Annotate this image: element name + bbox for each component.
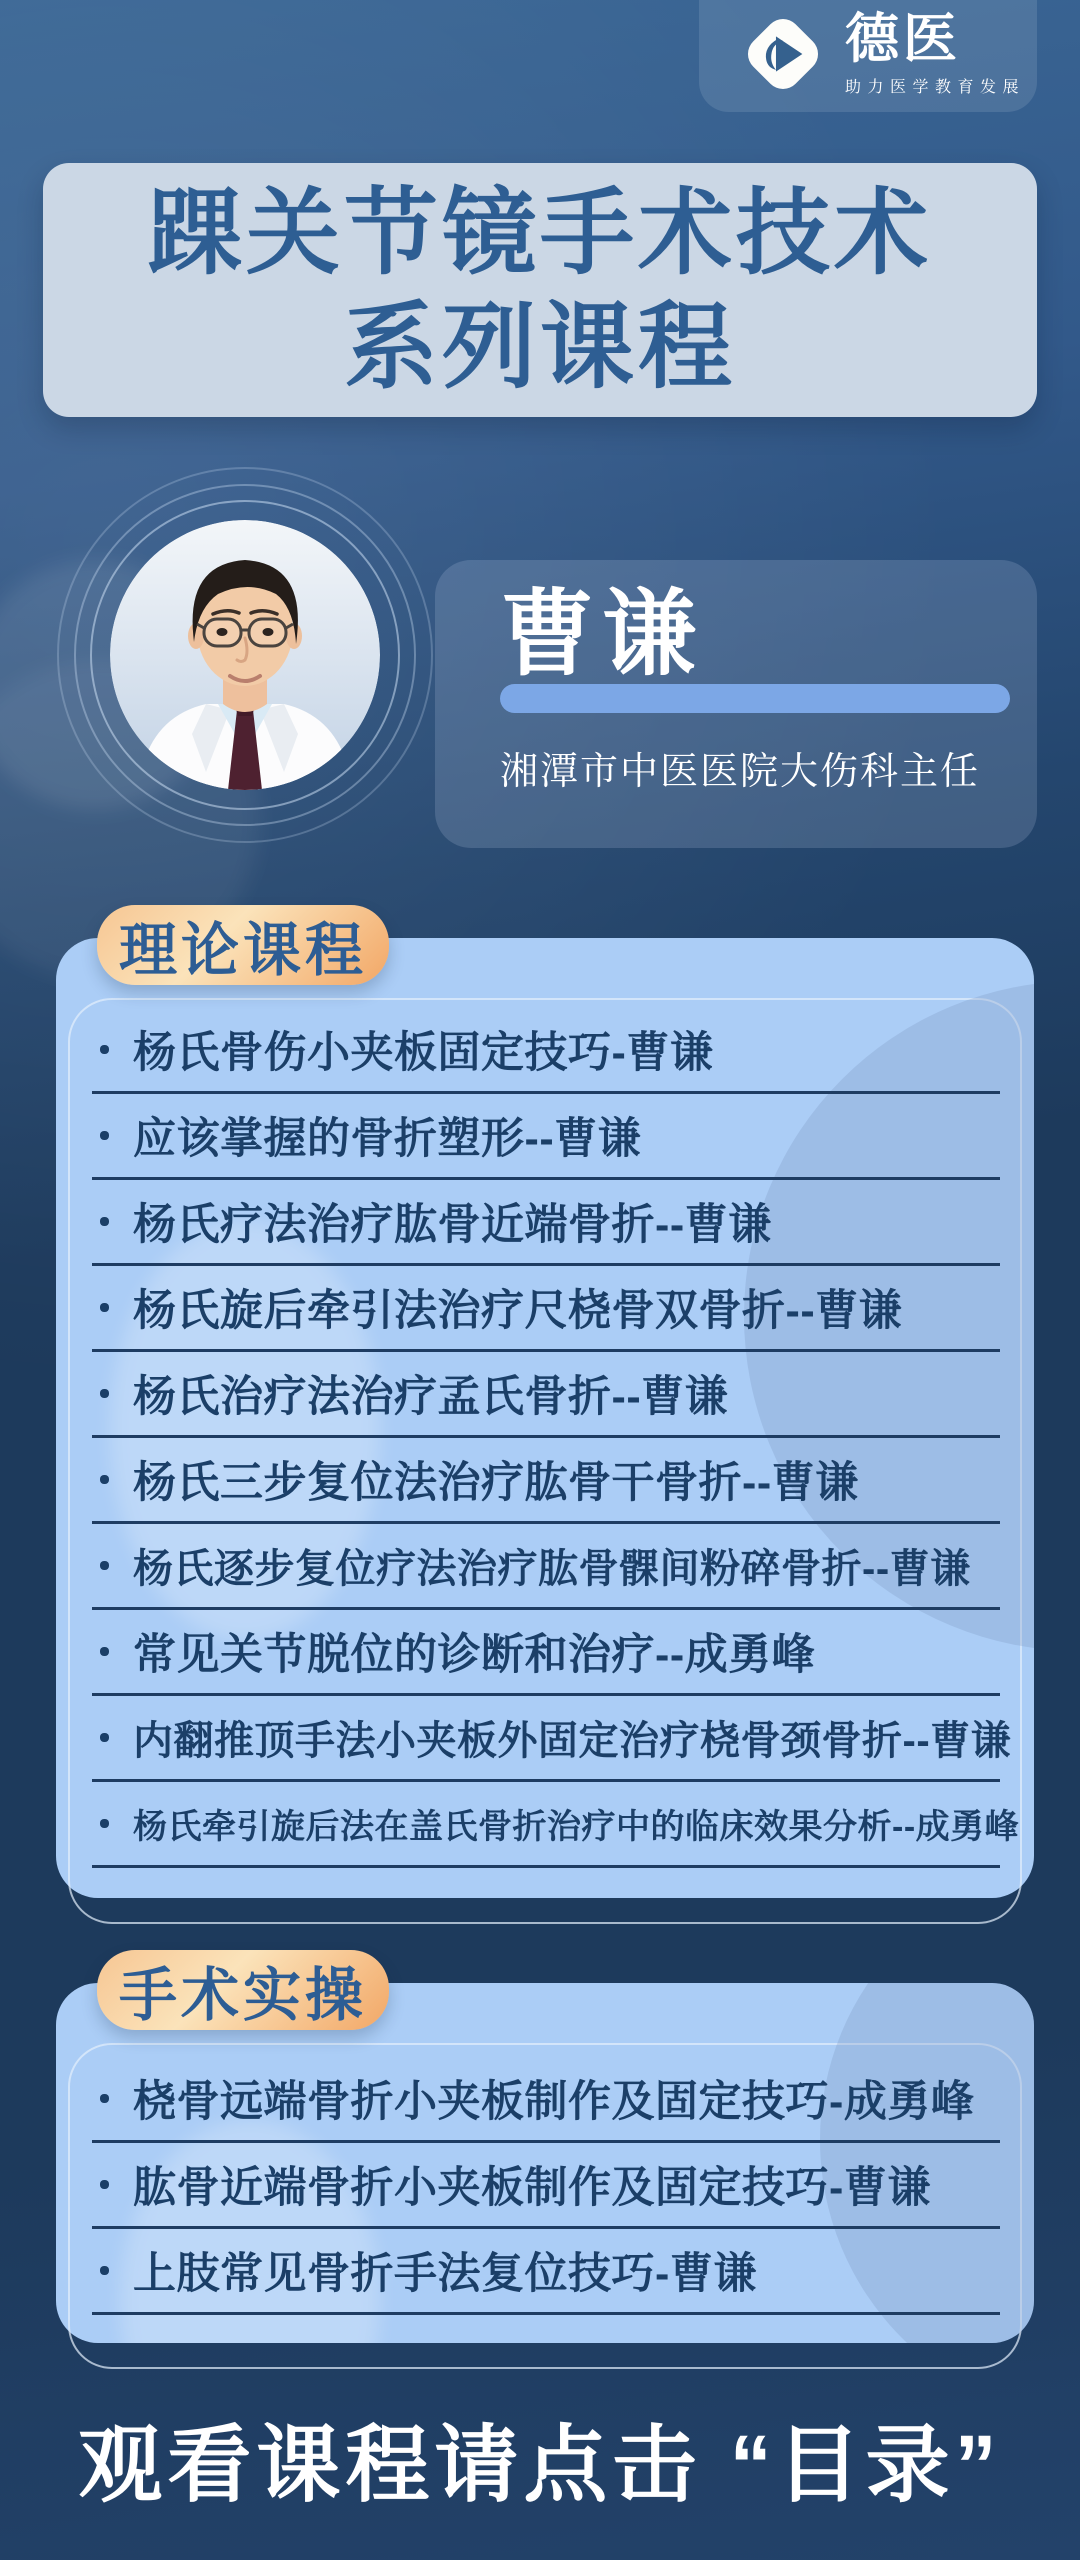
section-tag-practice: 手术实操 <box>97 1950 389 2030</box>
doctor-name: 曹谦 <box>500 581 705 686</box>
course-list-item <box>92 1008 1000 1094</box>
course-list-item <box>92 1438 1000 1524</box>
brand-play-diamond-icon <box>739 10 827 98</box>
course-item-label: 杨氏三步复位法治疗肱骨干骨折--曹谦 <box>133 1459 859 1507</box>
bullet-dot-icon <box>100 1045 109 1054</box>
bullet-dot-icon <box>100 1647 109 1656</box>
bullet-dot-icon <box>100 1389 109 1398</box>
course-list-item <box>92 1524 1000 1610</box>
surgery-practice-panel <box>56 1963 1034 2343</box>
course-item-label: 杨氏疗法治疗肱骨近端骨折--曹谦 <box>133 1201 772 1249</box>
course-item-label: 肱骨近端骨折小夹板制作及固定技巧-曹谦 <box>133 2164 931 2212</box>
brand-tagline: 助力医学教育发展 <box>845 79 1026 97</box>
course-list-item <box>92 1266 1000 1352</box>
course-item-label: 常见关节脱位的诊断和治疗--成勇峰 <box>133 1631 816 1679</box>
bullet-dot-icon <box>100 1131 109 1140</box>
bullet-dot-icon <box>100 1733 109 1742</box>
course-list-item <box>92 1180 1000 1266</box>
course-item-label: 杨氏骨伤小夹板固定技巧-曹谦 <box>133 1029 714 1077</box>
course-item-label: 内翻推顶手法小夹板外固定治疗桡骨颈骨折--曹谦 <box>133 1719 1012 1763</box>
poster-title-line2: 系列课程 <box>343 294 736 399</box>
course-list-item <box>92 1094 1000 1180</box>
bullet-dot-icon <box>100 2266 109 2275</box>
theory-course-panel <box>56 918 1034 1898</box>
course-item-label: 杨氏旋后牵引法治疗尺桡骨双骨折--曹谦 <box>133 1287 903 1335</box>
doctor-affiliation: 湘潭市中医医院大伤科主任 <box>500 751 981 793</box>
bullet-dot-icon <box>100 2180 109 2189</box>
course-list-item <box>92 2143 1000 2229</box>
doctor-profile <box>0 430 1080 900</box>
course-item-label: 桡骨远端骨折小夹板制作及固定技巧-成勇峰 <box>133 2078 975 2126</box>
bullet-dot-icon <box>100 1561 109 1570</box>
course-list-item <box>92 2057 1000 2143</box>
theory-course-list <box>92 1008 1020 1898</box>
footer-cta-text: 观看课程请点击 “目录” <box>78 2418 1002 2512</box>
bullet-dot-icon <box>100 1819 109 1828</box>
course-list-item <box>92 1782 1020 1868</box>
course-list-item <box>92 1352 1000 1438</box>
course-list-item <box>92 1696 1012 1782</box>
course-list-item <box>92 2229 1000 2315</box>
poster-title-line1: 踝关节镜手术技术 <box>147 180 932 286</box>
brand-name: 德医 <box>845 8 961 69</box>
course-item-label: 杨氏逐步复位疗法治疗肱骨髁间粉碎骨折--曹谦 <box>133 1547 971 1591</box>
bullet-dot-icon <box>100 1475 109 1484</box>
doctor-photo <box>110 520 380 790</box>
title-banner <box>43 163 1037 417</box>
course-item-label: 上肢常见骨折手法复位技巧-曹谦 <box>133 2250 757 2298</box>
bullet-dot-icon <box>100 2094 109 2103</box>
course-item-label: 杨氏牵引旋后法在盖氏骨折治疗中的临床效果分析--成勇峰 <box>133 1808 1020 1846</box>
course-item-label: 杨氏治疗法治疗孟氏骨折--曹谦 <box>133 1373 729 1421</box>
section-tag-theory: 理论课程 <box>97 905 389 985</box>
logo-badge <box>699 0 1037 112</box>
course-item-label: 应该掌握的骨折塑形--曹谦 <box>133 1115 642 1163</box>
bullet-dot-icon <box>100 1217 109 1226</box>
course-list-item <box>92 1610 1000 1696</box>
bullet-dot-icon <box>100 1303 109 1312</box>
name-underline-bar <box>500 684 1010 713</box>
practice-course-list <box>92 2057 1000 2343</box>
